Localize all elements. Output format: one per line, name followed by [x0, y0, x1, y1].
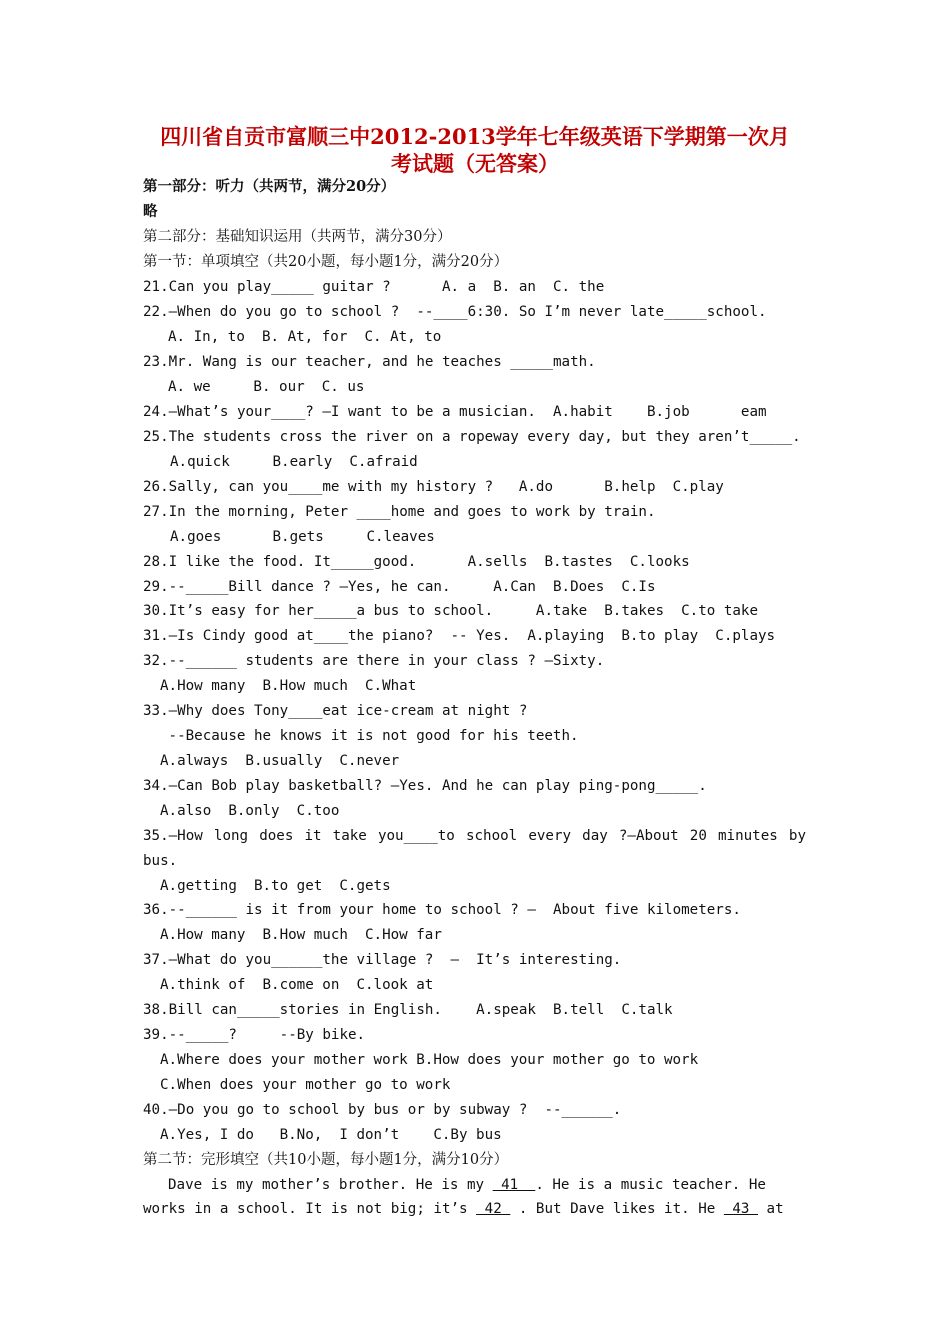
question-21: 21.Can you play_____ guitar ? A. a B. an C. the [143, 279, 605, 295]
question-31: 31.—Is Cindy good at____the piano? -- Yes. A.playing B.to play C.plays [143, 628, 776, 644]
options-34: A.also B.only C.too [160, 803, 340, 819]
cloze-blank-43: 43 [723, 1201, 759, 1217]
document-title-line-1: 四川省自贡市富顺三中2012-2013学年七年级英语下学期第一次月 [160, 124, 790, 149]
question-28: 28.I like the food. It_____good. A.sells B.tastes C.looks [143, 554, 690, 570]
cloze-text: at [758, 1201, 784, 1217]
cloze-line-1 [168, 1175, 766, 1195]
question-33: 33.—Why does Tony____eat ice-cream at night ? [143, 703, 528, 719]
document-title-line-2: 考试题（无答案） [391, 151, 559, 176]
part1-omitted: 略 [143, 203, 158, 220]
question-36: 36.--______ is it from your home to school ? – About five kilometers. [143, 902, 741, 918]
options-32: A.How many B.How much C.What [160, 678, 417, 694]
question-25: 25.The students cross the river on a ropeway every day, but they aren’t_____. [143, 429, 801, 445]
options-40: A.Yes, I do B.No, I don’t C.By bus [160, 1127, 502, 1143]
cloze-blank-41: 41 [492, 1177, 536, 1193]
question-40: 40.—Do you go to school by bus or by subway ? --______. [143, 1102, 622, 1118]
options-39-ab: A.Where does your mother work B.How does your mother go to work [160, 1052, 699, 1068]
question-35-cont: bus. [143, 853, 178, 869]
options-25: A.quick B.early C.afraid [170, 454, 418, 470]
cloze-line-2 [143, 1199, 784, 1219]
question-27: 27.In the morning, Peter ____home and goes to work by train. [143, 504, 656, 520]
cloze-text: works in a school. It is not big; it’s [143, 1201, 477, 1217]
question-29: 29.--_____Bill dance ? –Yes, he can. A.Can B.Does C.Is [143, 579, 656, 595]
cloze-text: . But Dave likes it. He [510, 1201, 724, 1217]
question-30: 30.It’s easy for her_____a bus to school. A.take B.takes C.to take [143, 603, 758, 619]
question-26: 26.Sally, can you____me with my history ? A.do B.help C.play [143, 479, 724, 495]
question-33-reply: --Because he knows it is not good for his teeth. [160, 728, 579, 744]
question-38: 38.Bill can_____stories in English. A.speak B.tell C.talk [143, 1002, 673, 1018]
part2-heading: 第二部分：基础知识运用（共两节，满分30分） [143, 229, 452, 245]
section2-heading: 第二节：完形填空（共10小题，每小题1分，满分10分） [143, 1152, 509, 1168]
options-39-c: C.When does your mother go to work [160, 1077, 451, 1093]
options-36: A.How many B.How much C.How far [160, 927, 442, 943]
question-23: 23.Mr. Wang is our teacher, and he teaches _____math. [143, 354, 596, 370]
question-39: 39.--_____? --By bike. [143, 1027, 366, 1043]
question-22: 22.—When do you go to school ? --____6:30. So I’m never late_____school. [143, 304, 767, 320]
options-35: A.getting B.to get C.gets [160, 878, 391, 894]
question-34: 34.—Can Bob play basketball? –Yes. And he can play ping-pong_____. [143, 778, 707, 794]
options-33: A.always B.usually C.never [160, 753, 400, 769]
section1-heading: 第一节：单项填空（共20小题，每小题1分，满分20分） [143, 254, 509, 270]
options-23: A. we B. our C. us [168, 379, 365, 395]
cloze-text: Dave is my mother’s brother. He is my [168, 1177, 493, 1193]
options-27: A.goes B.gets C.leaves [170, 529, 435, 545]
question-32: 32.--______ students are there in your class ? –Sixty. [143, 653, 605, 669]
question-35: 35.—How long does it take you____to school every day ?—About 20 minutes by [143, 828, 806, 844]
options-22: A. In, to B. At, for C. At, to [168, 329, 442, 345]
options-37: A.think of B.come on C.look at [160, 977, 434, 993]
question-24: 24.—What’s your____? –I want to be a musician. A.habit B.job eam [143, 404, 767, 420]
question-37: 37.—What do you______the village ? – It’s interesting. [143, 952, 622, 968]
part1-heading: 第一部分：听力（共两节，满分20分） [143, 178, 396, 195]
cloze-blank-42: 42 [476, 1201, 511, 1217]
cloze-text: . He is a music teacher. He [535, 1177, 766, 1193]
